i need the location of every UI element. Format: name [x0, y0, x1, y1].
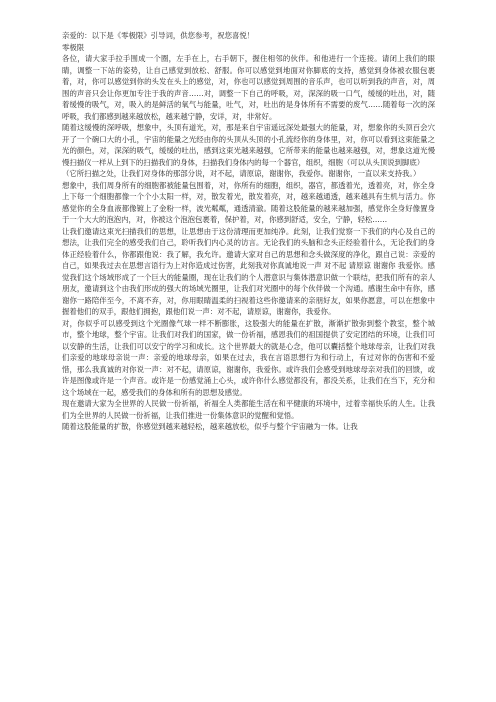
- document-title: 零极限: [62, 42, 85, 52]
- paragraph: 随着这股能量的扩散，你感觉到越来越轻松，越来越放松，似乎与整个宇宙融为一体。让我: [62, 422, 358, 431]
- document-body: [62, 30, 435, 433]
- paragraph: 让我们邀请这束光扫描我们的思想，让思想由于这份清理而更加纯净。此刻，让我们觉察一下我们的内心及自己的想法，让我们完全的感受我们自己，聆听我们内心灵的访言。无论我们的头脑和念头正经验着什么，无论我们的身体正经验着什么，你都跟他说：我了解，我允许。邀请大家对自己的思想和念头做深度的净化，跟自己说：亲爱的自己，如果我过去在思想言语行为上对你造成过伤害，此刻我对你真诚地说一声 对不起 请原谅 谢谢你 我爱你。感觉我们这个场域形成了一个巨大的能量圈，现在让我们的个人潜意识与集体潜意识做一个联结，把我们所有的亲人朋友，邀请到这个由我们形成的强大的场域光圈里，让我们对光圈中的每个伙伴做一个沟通。感谢生命中有你，感谢你一路陪伴至今，不离不弃，对，你用眼睛温柔的扫视着这些你邀请来的亲朋好友，如果你愿意，可以在想象中握着他们的双手，跟他们拥抱，跟他们说一声：对不起，请原谅，谢谢你，我爱你。: [62, 226, 435, 316]
- paragraph: 想象中，我们周身所有的细胞都被能量包围着，对，你所有的细胞，组织，器官，都透着光，透着亮，对，你全身上下每一个细胞都像一个个小太阳一样，对，散发着光，散发着亮，对，越来越通透，越来越具有生机与活力。你感觉你的全身血液都像镀上了金粉一样，波光粼粼，通透清澈。随着这股能量的越来越加强，感觉你全身好像置身于一个大大的泡泡内，对，你被这个泡泡包裹着，保护着，对，你感到舒适，安全，宁静，轻松……: [62, 180, 435, 224]
- intro-line: 亲爱的：以下是《零极限》引导词，供您参考，祝您喜悦！: [62, 31, 255, 40]
- paragraph: 随着这缓慢的深呼吸，想象中，头顶有道光，对，那是来自宇宙遥远深处最强大的能量，对，想象你的头顶百会穴开了一个碗口大的小孔，宇宙的能量之光经由你的头顶从头顶的小孔流经你的身体里，对，你可以看到这束能量之光的颜色，对，深深的吸气，缓缓的吐出，感到这束光越来越强，它所带来的能量也越来越强，对，想象这道光慢慢扫描仪一样从上到下的扫描我们的身体，扫描我们身体内的每一个器官，组织，细胞（可以从头顶说到脚底）: [62, 123, 435, 167]
- paragraph: （它所扫描之处，让我们对身体的那部分说，对不起，请原谅，谢谢你，我爱你。谢谢你，一直以来支持我。）: [62, 169, 421, 178]
- paragraph: 各位，请大家手拉手围成一个圈，左手在上，右手朝下，握住相邻的伙伴。和他进行一个连接。请闭上我们的眼睛，调整一下站的姿势，让自己感觉到放松、舒服。你可以感觉到地面对你脚底的支持，感觉到身体被衣服包裹着，对，你可以感觉到你的头发在头上的感觉，对，你也可以感觉到周围的音乐声，也可以听到我的声音，对，周围的声音只会让你更加专注于我的声音……对，调整一下自己的呼吸，对，深深的吸一口气，缓缓的吐出，对，随着缓慢的吸气，对，吸入的是鲜活的氧气与能量，吐气，对，吐出的是身体所有不需要的废气……随着每一次的深呼吸，我们都感到越来越放松，越来越宁静，安详，对，非常好。: [62, 54, 435, 121]
- paragraph: 对，你似乎可以感受到这个光圈像气球一样不断膨胀，这股强大的能量在扩散，渐渐扩散弥到整个教室，整个城市，整个地球，整个宇宙。让我们对我们的国家，做一份祈福，感恩我们的祖国提供了安定团结的环境，让我们可以安静的生活，让我们可以安宁的学习和成长。这个世界最大的就是心念，他可以囊括整个地球母亲，让我们对我们亲爱的地球母亲说一声：亲爱的地球母亲，如果在过去，我在言语思想行为和行动上，有过对你的伤害和不爱惜，那么我真诚的对你说一声：对不起，请原谅，谢谢你，我爱你。或许我们会感受到地球母亲对我们的回馈，或许是图像或许是一个声音。或许是一份感觉涌上心头，或许你什么感觉都没有，都没关系，让我们在当下，充分和这个场域在一起，感受我们的身体和所有的思想及感觉。: [62, 318, 435, 397]
- paragraph: 现在邀请大家为全世界的人民做一份祈福，祈福全人类都能生活在和平健康的环境中，过着幸福快乐的人生。让我们为全世界的人民做一份祈福，让我们推进一份集体意识的觉醒和觉悟。: [62, 399, 435, 420]
